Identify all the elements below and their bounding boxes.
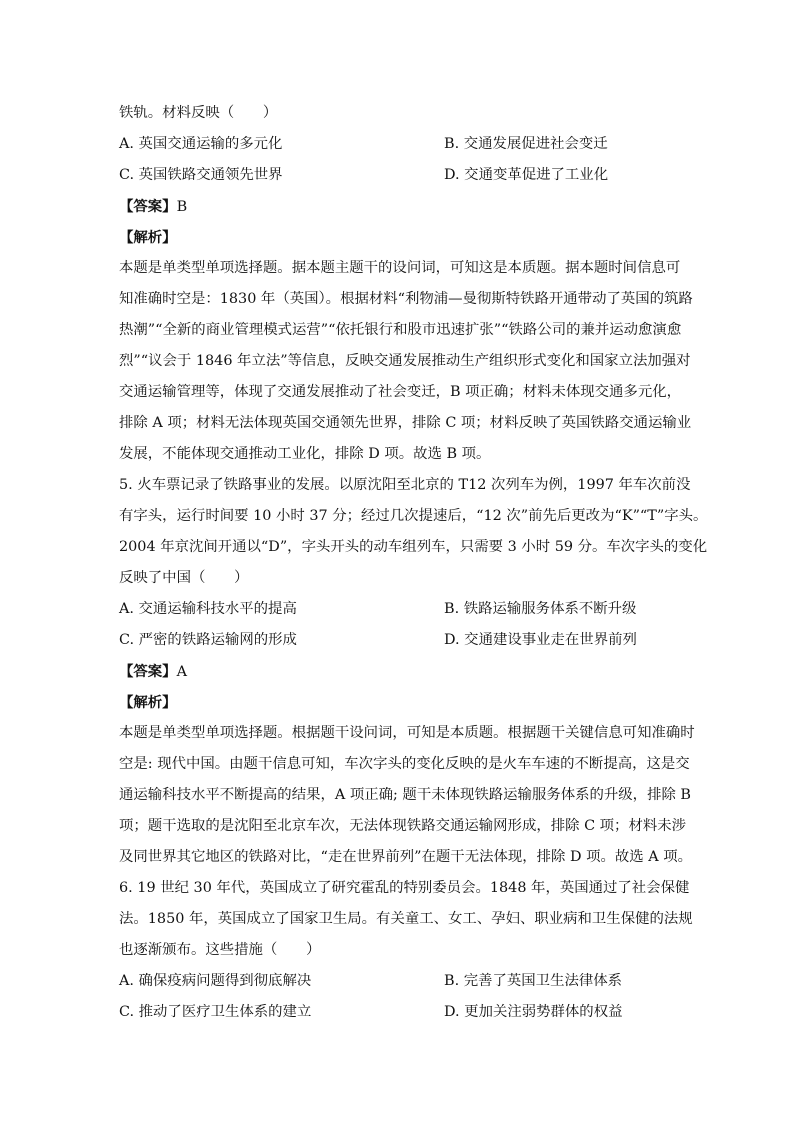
analysis-line: 项；题干选取的是沈阳至北京车次，无法体现铁路交通运输网形成，排除 C 项；材料未涉: [119, 818, 687, 834]
option-c: C. 严密的铁路运输网的形成: [119, 632, 297, 648]
option-d: D. 交通建设事业走在世界前列: [444, 632, 637, 648]
stem-line: 2004 年京沈间开通以“D”，字头开头的动车组列车，只需要 3 小时 59 分。车次字头的变化: [119, 539, 708, 555]
question-5-analysis-tag: 【解析】: [119, 694, 177, 711]
option-b: B. 完善了英国卫生法律体系: [444, 973, 623, 989]
option-a: A. 确保疫病问题得到彻底解决: [119, 973, 312, 989]
analysis-line: 排除 A 项；材料无法体现英国交通领先世界，排除 C 项；材料反映了英国铁路交通运输业: [119, 415, 692, 431]
analysis-line: 及同世界其它地区的铁路对比，“走在世界前列”在题干无法体现，排除 D 项。故选 A 项。: [119, 849, 693, 865]
analysis-line: 本题是单类型单项选择题。据本题主题干的设问词，可知这是本质题。据本题时间信息可: [119, 260, 681, 276]
answer-value: B: [176, 199, 188, 215]
stem-line: 有字头，运行时间要 10 小时 37 分；经过几次提速后，“12 次”前先后更改为“K”“T”字头。: [119, 508, 708, 524]
question-5-answer: [119, 656, 672, 687]
option-c: C. 推动了医疗卫生体系的建立: [119, 1004, 312, 1020]
question-4-options-row-2: [119, 160, 672, 191]
stem-line: 5. 火车票记录了铁路事业的发展。以原沈阳至北京的 T12 次列车为例，1997 年车次前没: [119, 477, 691, 493]
question-5-stem: [119, 470, 708, 594]
analysis-line: 空是: 现代中国。由题干信息可知，车次字头的变化反映的是火车车速的不断提高，这是交: [119, 756, 690, 772]
analysis-line: 烈”“议会于 1846 年立法”等信息，反映交通发展推动生产组织形式变化和国家立法加强对: [119, 353, 691, 369]
option-d: D. 交通变革促进了工业化: [444, 167, 609, 183]
question-4-options-row-1: [119, 129, 672, 160]
analysis-line: 本题是单类型单项选择题。根据题干设问词，可知是本质题。根据题干关键信息可知准确时: [119, 725, 695, 741]
option-b: B. 交通发展促进社会变迁: [444, 136, 608, 152]
analysis-line: 知准确时空是：1830 年（英国）。根据材料“利物浦—曼彻斯特铁路开通带动了英国的筑路: [119, 291, 693, 307]
question-4-analysis-tag: 【解析】: [119, 229, 177, 246]
analysis-line: 发展，不能体现交通推动工业化，排除 D 项。故选 B 项。: [119, 446, 491, 462]
option-d: D. 更加关注弱势群体的权益: [444, 1004, 623, 1020]
question-4-stem-end: 铁轨。材料反映（ ）: [119, 105, 278, 121]
question-5-options-row-1: [119, 594, 672, 625]
answer-tag: 【答案】: [119, 663, 177, 680]
question-5-options-row-2: [119, 625, 672, 656]
option-c: C. 英国铁路交通领先世界: [119, 167, 283, 183]
stem-line: 法。1850 年，英国成立了国家卫生局。有关童工、女工、孕妇、职业病和卫生保健的法规: [119, 911, 693, 927]
question-5-analysis: [119, 718, 695, 873]
question-6-options-row-1: [119, 966, 672, 997]
question-6-options-row-2: [119, 997, 672, 1028]
question-4-analysis: [119, 253, 693, 470]
answer-value: A: [176, 664, 187, 680]
stem-line: 6. 19 世纪 30 年代，英国成立了研究霍乱的特别委员会。1848 年，英国通过了社会保健: [119, 880, 690, 896]
document-page: [119, 98, 708, 1028]
option-a: A. 交通运输科技水平的提高: [119, 601, 297, 617]
analysis-line: 通运输科技水平不断提高的结果，A 项正确; 题干未体现铁路运输服务体系的升级，排除 B: [119, 787, 691, 803]
analysis-line: 热潮”“全新的商业管理模式运营”“依托银行和股市迅速扩张”“铁路公司的兼并运动愈演愈: [119, 322, 682, 338]
question-6-stem: [119, 873, 693, 966]
stem-line: 也逐渐颁布。这些措施（ ）: [119, 942, 321, 958]
analysis-line: 交通运输管理等，体现了交通发展推动了社会变迁，B 项正确；材料未体现交通多元化，: [119, 384, 681, 400]
option-a: A. 英国交通运输的多元化: [119, 136, 283, 152]
stem-line: 反映了中国（ ）: [119, 570, 249, 586]
answer-tag: 【答案】: [119, 198, 177, 215]
option-b: B. 铁路运输服务体系不断升级: [444, 601, 637, 617]
question-4-answer: [119, 191, 672, 222]
